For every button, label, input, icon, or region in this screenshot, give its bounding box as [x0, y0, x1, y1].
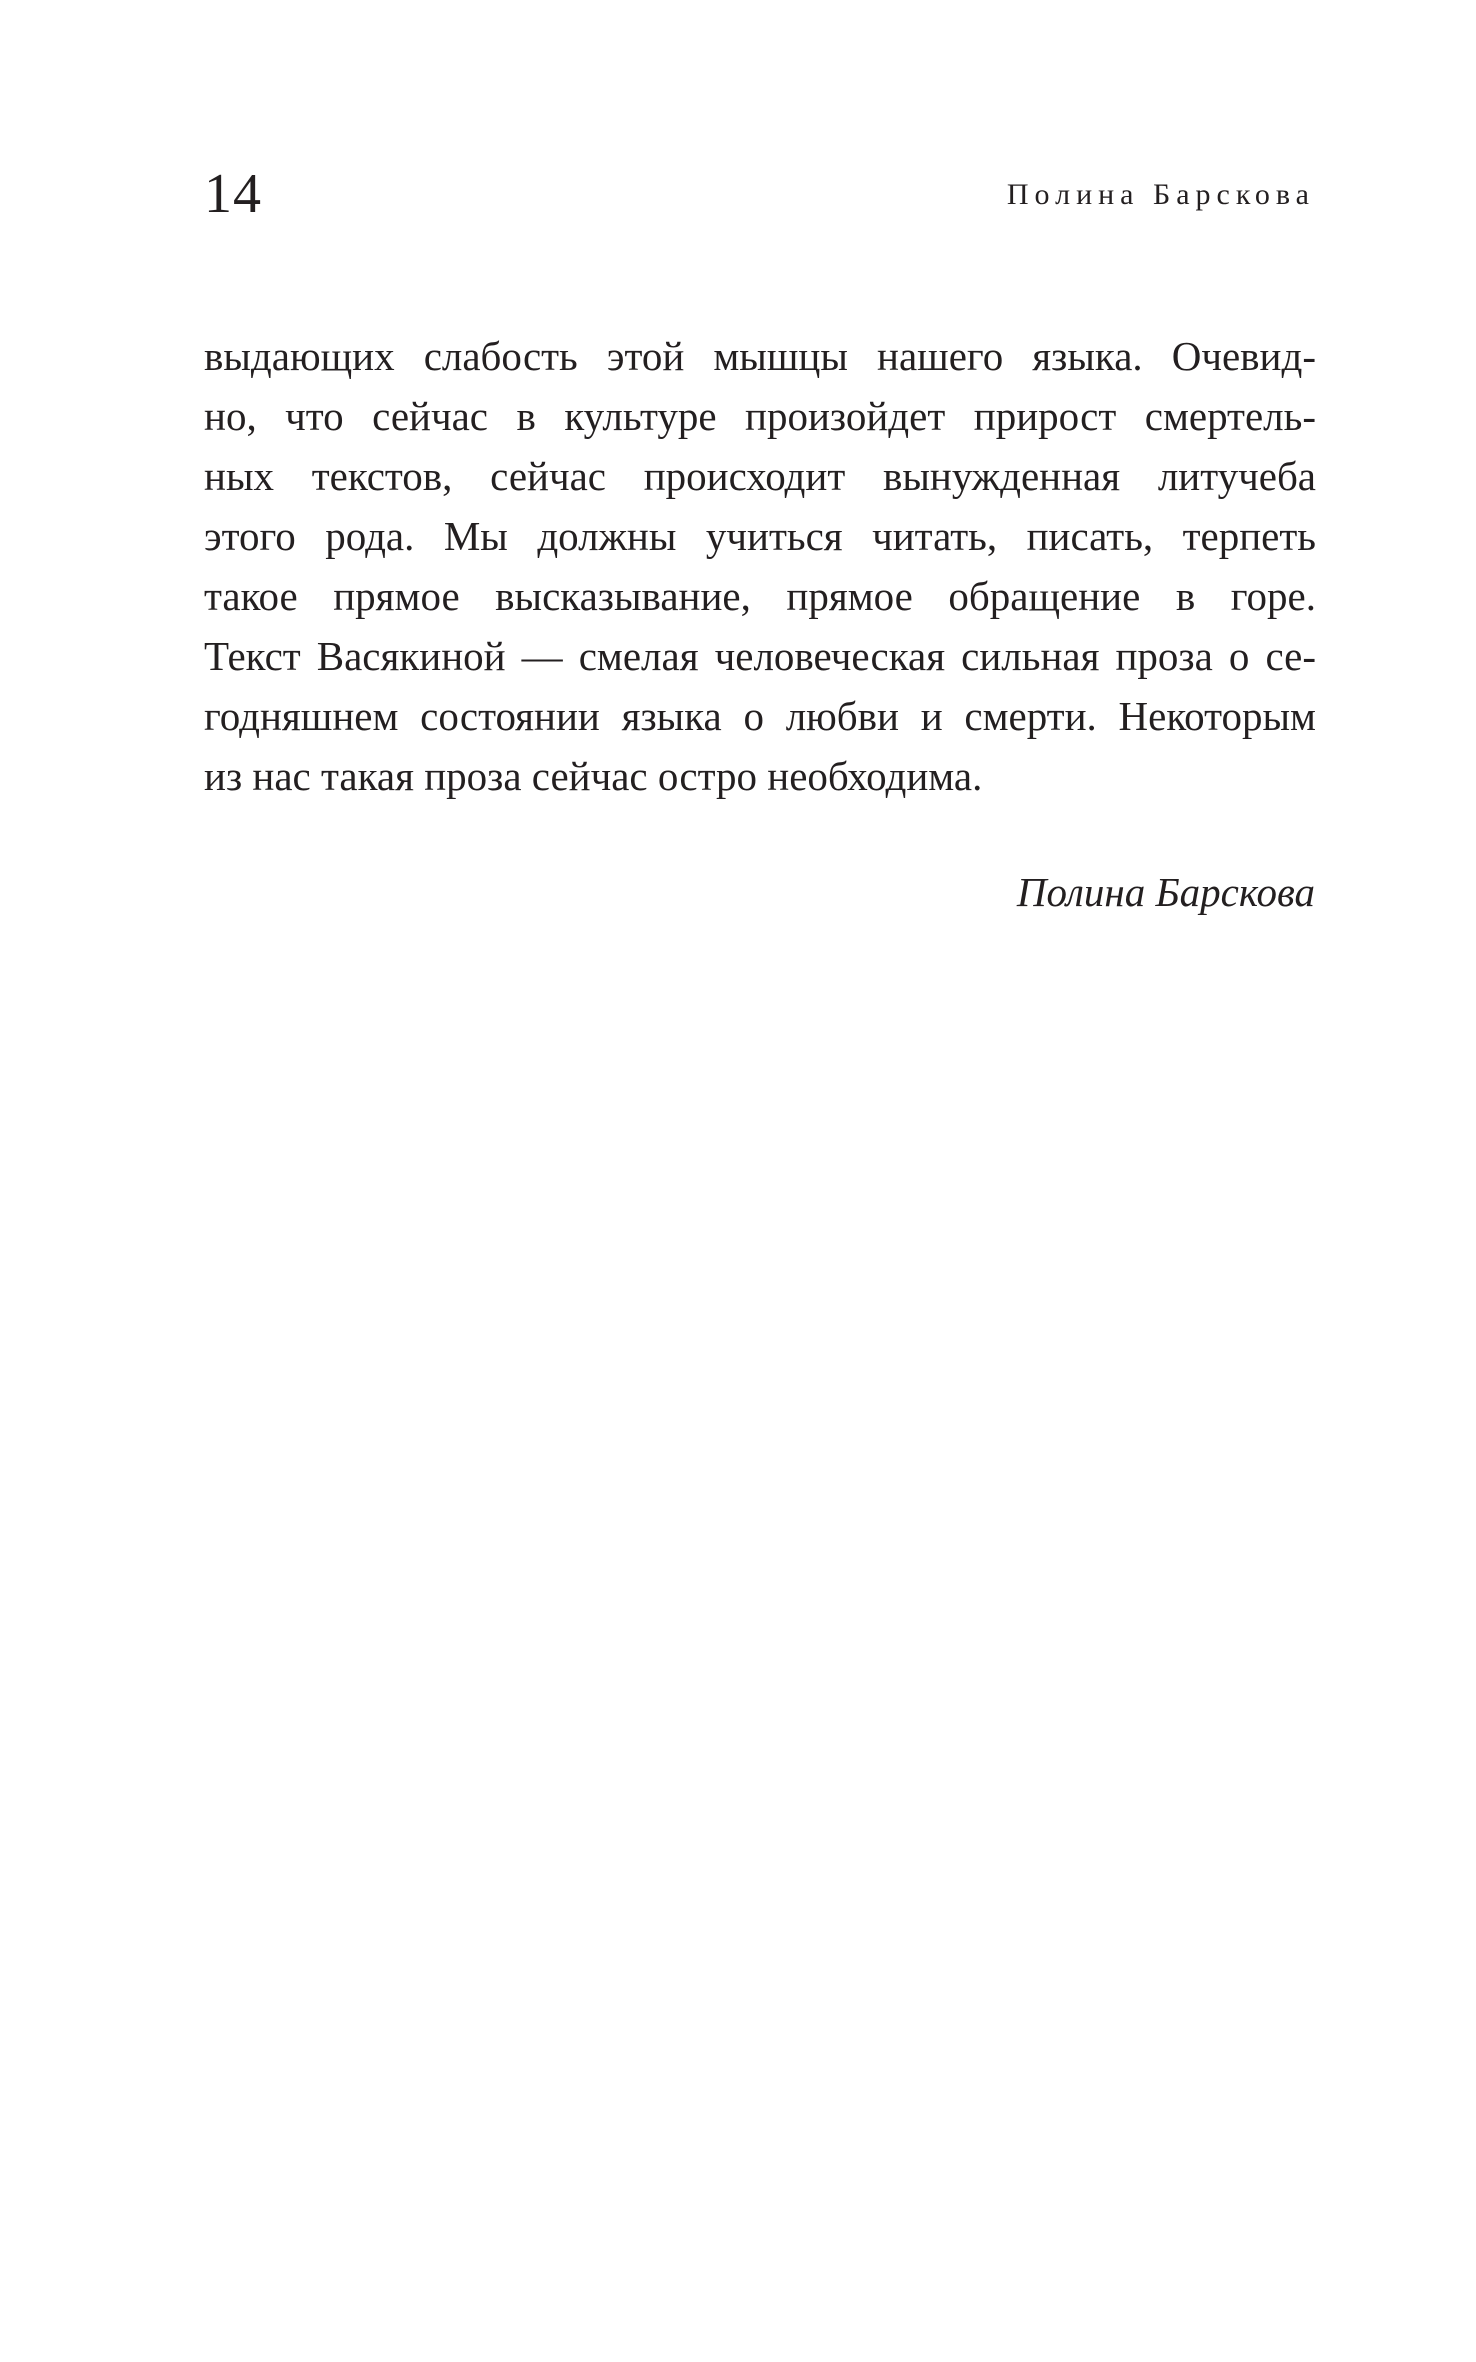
author-signature: Полина Барскова: [1016, 869, 1315, 915]
text-line: из нас такая проза сейчас остро необходима.: [204, 753, 983, 799]
text-line: выдающих слабость этой мышцы нашего языка. Очевид-: [204, 333, 1316, 379]
text-line: ных текстов, сейчас происходит вынужденная литучеба: [204, 453, 1316, 499]
running-head-author: Полина Барскова: [1006, 178, 1315, 211]
text-line: этого рода. Мы должны учиться читать, писать, терпеть: [204, 513, 1316, 559]
text-line: Текст Васякиной — смелая человеческая сильная проза о се-: [204, 633, 1316, 679]
text-line: такое прямое высказывание, прямое обращение в горе.: [204, 573, 1316, 619]
text-line: но, что сейчас в культуре произойдет прирост смертель-: [204, 393, 1316, 439]
body-text: [204, 326, 1316, 806]
text-line: годняшнем состоянии языка о любви и смерти. Некоторым: [204, 693, 1316, 739]
page-number: 14: [204, 163, 262, 225]
